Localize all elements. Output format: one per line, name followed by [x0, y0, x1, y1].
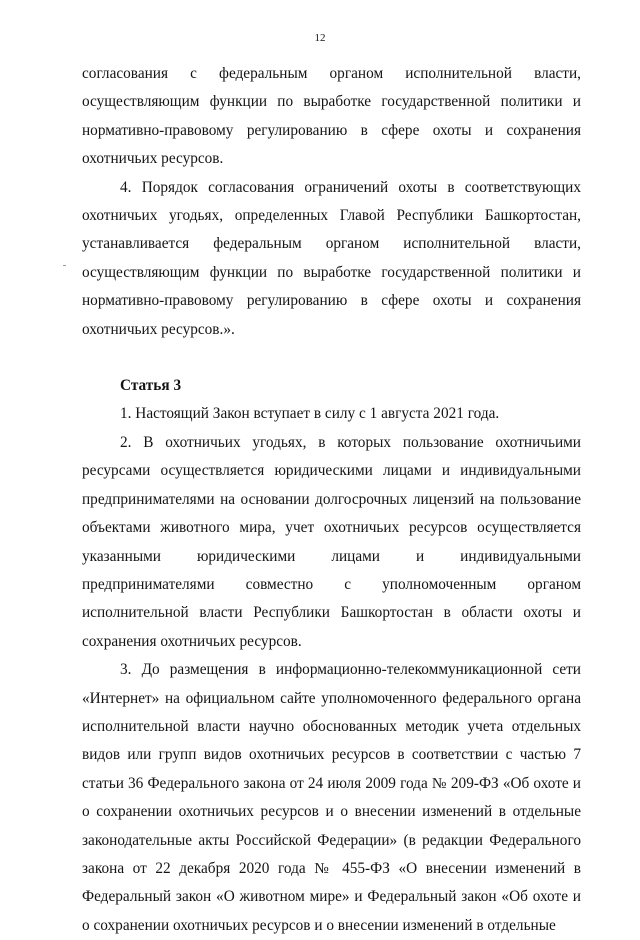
article-3-item-2: 2. В охотничьих угодьях, в которых пользование охотничьими ресурсами осуществляется юридическими лицами и индивидуальными предпринимателями на основании долгосрочных лицензий на пользование объектами животного мира, учет охотничьих ресурсов осуществляется указанными юридическими лицами и индивидуальными предпринимателями совместно с уполномоченным органом исполнительной власти Республики Башкортостан в области охоты и сохранения охотничьих ресурсов. [82, 433, 581, 650]
paragraph-continuation: согласования с федеральным органом исполнительной власти, осуществляющим функции по выработке государственной политики и нормативно-правовому регулированию в сфере охоты и сохранения охотничьих ресурсов. [82, 65, 581, 168]
article-heading: Статья 3 [120, 377, 182, 395]
paragraph-gap [82, 344, 581, 372]
document-body [82, 60, 581, 940]
paragraph-item-4: 4. Порядок согласования ограничений охоты в соответствующих охотничьих угодьях, определенных Главой Республики Башкортостан, устанавливается федеральным органом исполнительной власти, осуществляющим функции по выработке государственной политики и нормативно-правовому регулированию в сфере охоты и сохранения охотничьих ресурсов.». [82, 178, 581, 338]
article-3-item-3: 3. До размещения в информационно-телекоммуникационной сети «Интернет» на официальном сайте уполномоченного федерального органа исполнительной власти научно обоснованных методик учета отдельных видов или групп видов охотничьих ресурсов в соответствии с частью 7 статьи 36 Федерального закона от 24 июля 2009 года № 209-ФЗ «Об охоте и о сохранении охотничьих ресурсов и о внесении изменений в отдельные законодательные акты Российской Федерации» (в редакции Федерального закона от 22 декабря 2020 года № 455-ФЗ «О внесении изменений в Федеральный закон «О животном мире» и Федеральный закон «Об охоте и о сохранении охотничьих ресурсов и о внесении изменений в отдельные [82, 661, 581, 934]
margin-mark [63, 265, 66, 266]
article-3-item-1: 1. Настоящий Закон вступает в силу с 1 августа 2021 года. [120, 405, 500, 423]
page-number: 12 [314, 32, 326, 44]
